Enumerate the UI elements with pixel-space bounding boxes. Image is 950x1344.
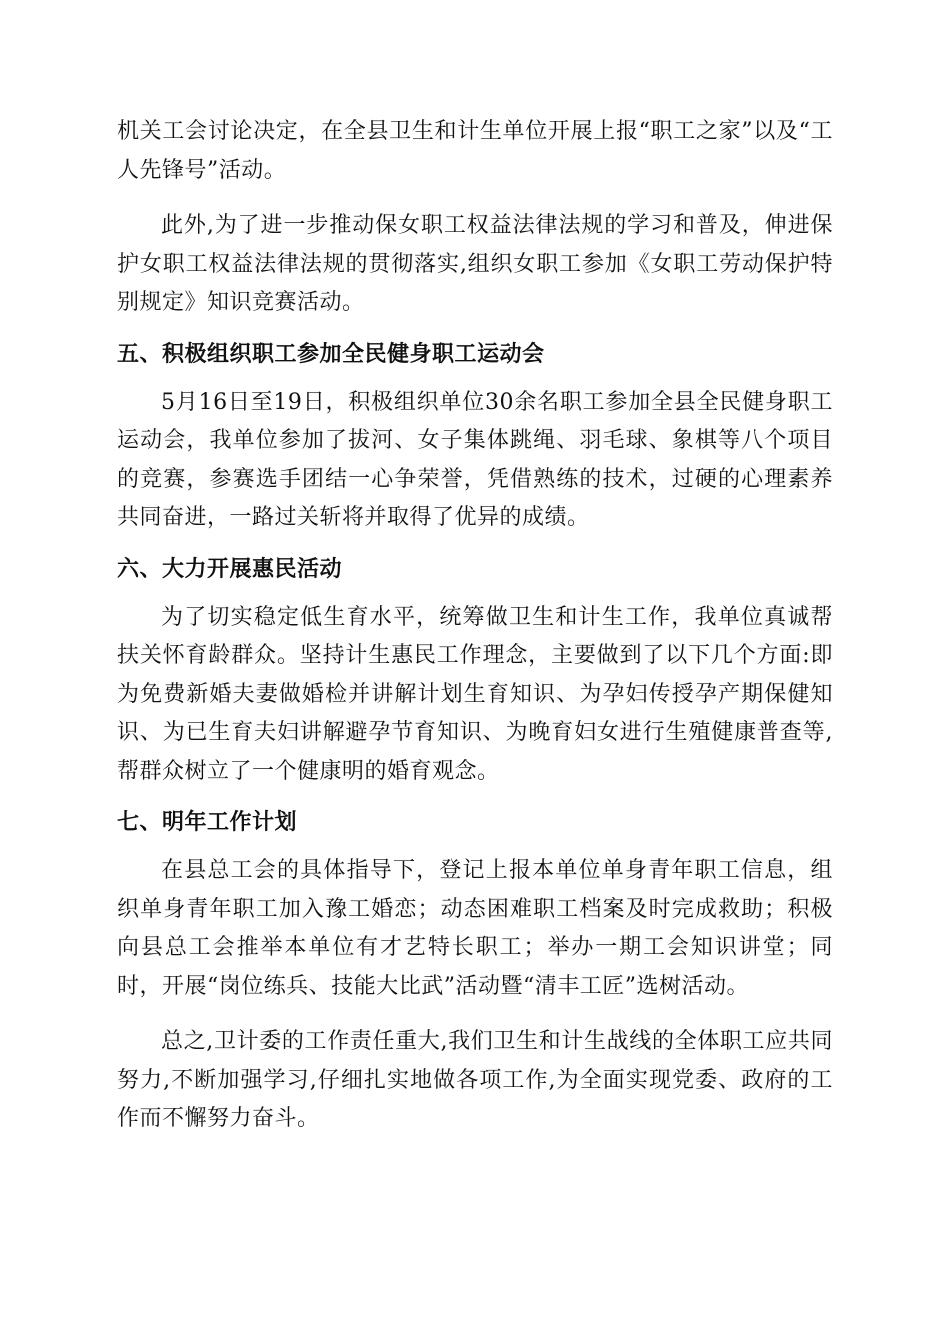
section-heading-6: 六、大力开展惠民活动 bbox=[117, 556, 343, 582]
section-heading-7: 七、明年工作计划 bbox=[117, 810, 298, 835]
section-heading-5: 五、积极组织职工参加全民健身职工运动会 bbox=[117, 341, 545, 367]
paragraph-intro: 机关工会讨论决定，在全县卫生和计生单位开展上报“职工之家”以及“工人先锋号”活动。 bbox=[117, 119, 833, 183]
document-body bbox=[117, 113, 833, 1139]
paragraph-conclusion: 总之,卫计委的工作责任重大,我们卫生和计生战线的全体职工应共同努力,不断加强学习,仔细扎实地做各项工作,为全面实现党委、政府的工作而不懈努力奋斗。 bbox=[117, 1029, 833, 1131]
paragraph-sports: 5月16日至19日，积极组织单位30余名职工参加全县全民健身职工运动会，我单位参加了拔河、女子集体跳绳、羽毛球、象棋等八个项目的竞赛，参赛选手团结一心争荣誉，凭借熟练的技术，过硬的心理素养共同奋进，一路过关斩将并取得了优异的成绩。 bbox=[117, 389, 833, 530]
paragraph-women-rights: 此外,为了进一步推动保女职工权益法律法规的学习和普及，伸进保护女职工权益法律法规的贯彻落实,组织女职工参加《女职工劳动保护特别规定》知识竞赛活动。 bbox=[117, 213, 833, 315]
paragraph-welfare: 为了切实稳定低生育水平，统筹做卫生和计生工作，我单位真诚帮扶关怀育龄群众。坚持计生惠民工作理念，主要做到了以下几个方面:即为免费新婚夫妻做婚检并讲解计划生育知识、为孕妇传授孕产期保健知识、为已生育夫妇讲解避孕节育知识、为晚育妇女进行生殖健康普查等,帮群众树立了一个健康明的婚育观念。 bbox=[117, 604, 833, 784]
paragraph-plan: 在县总工会的具体指导下，登记上报本单位单身青年职工信息，组织单身青年职工加入豫工婚恋；动态困难职工档案及时完成救助；积极向县总工会推举本单位有才艺特长职工；举办一期工会知识讲堂；同时，开展“岗位练兵、技能大比武”活动暨“清丰工匠”选树活动。 bbox=[117, 858, 833, 999]
